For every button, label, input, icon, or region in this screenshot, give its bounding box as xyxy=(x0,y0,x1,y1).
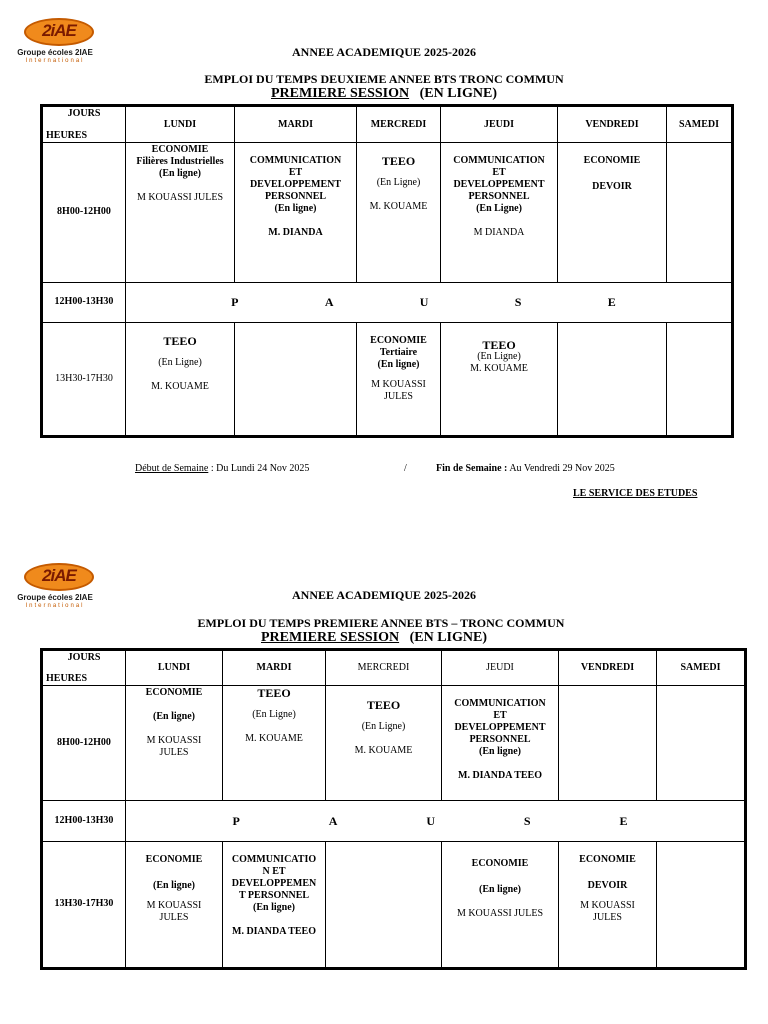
course-subject: DEVELOPPEMENT xyxy=(454,722,546,734)
morning-row xyxy=(42,686,746,801)
corner-cell xyxy=(42,106,126,143)
course-note: DEVOIR xyxy=(587,879,628,891)
empty-cell xyxy=(326,841,442,968)
pause-letter: S xyxy=(523,814,531,829)
course-subject: ECONOMIE xyxy=(145,687,203,699)
course-teacher: M. KOUAME xyxy=(245,733,303,745)
course-subject: ECONOMIE xyxy=(583,155,641,167)
slot-label: 13H30-17H30 xyxy=(42,322,126,436)
course-cell xyxy=(126,841,223,968)
lunch-row xyxy=(42,282,733,322)
empty-cell xyxy=(235,322,357,436)
course-cell xyxy=(441,143,558,282)
course-cell xyxy=(442,686,559,801)
course-mode: (En Ligne) xyxy=(476,203,522,215)
course-subject: ECONOMIE xyxy=(579,853,636,865)
afternoon-row xyxy=(42,322,733,436)
session-name: PREMIERE SESSION xyxy=(271,86,410,101)
empty-cell xyxy=(657,841,746,968)
pause-letter: S xyxy=(514,295,522,310)
course-mode: (En Ligne) xyxy=(252,709,296,721)
course-teacher: M. KOUAME xyxy=(470,362,528,374)
course-subject: COMMUNICATION xyxy=(454,698,546,710)
course-mode: (En Ligne) xyxy=(361,721,406,733)
course-subject: COMMUNICATION xyxy=(453,155,545,167)
course-subject: TEEO xyxy=(482,337,516,352)
service-signature: LE SERVICE DES ETUDES xyxy=(573,488,698,499)
course-subject: DEVELOPPEMENT xyxy=(249,179,342,191)
course-cell xyxy=(558,143,667,282)
empty-cell xyxy=(558,322,667,436)
course-teacher: M KOUASSI JULES xyxy=(136,192,224,204)
course-mode: (En ligne) xyxy=(377,358,420,370)
session-name: PREMIERE SESSION xyxy=(261,630,400,645)
course-subject: TEEO xyxy=(366,698,401,713)
course-branch: Tertiaire xyxy=(379,346,418,358)
day-header: SAMEDI xyxy=(667,106,733,143)
course-branch: Filières Industrielles xyxy=(136,156,224,168)
school-logo xyxy=(10,563,100,611)
timetable-title: EMPLOI DU TEMPS PREMIERE ANNEE BTS – TRONC COMMUN xyxy=(197,616,565,630)
course-subject: ET xyxy=(492,167,506,179)
week-start-value: : Du Lundi 24 Nov 2025 xyxy=(208,463,310,474)
course-subject: PERSONNEL xyxy=(469,734,531,746)
course-teacher: JULES xyxy=(593,911,622,923)
slot-label: 12H00-13H30 xyxy=(42,282,126,322)
empty-cell xyxy=(559,686,657,801)
course-subject: DEVELOPPEMEN xyxy=(231,877,317,889)
course-subject: ECONOMIE xyxy=(471,857,529,869)
course-teacher: M KOUASSI xyxy=(146,899,202,911)
academic-year: ANNEE ACADEMIQUE 2025-2026 xyxy=(291,588,476,602)
week-start xyxy=(135,463,309,474)
course-cell xyxy=(357,143,441,282)
course-teacher: M KOUASSI xyxy=(580,899,635,911)
course-teacher: M. KOUAME xyxy=(369,201,428,213)
course-cell xyxy=(442,841,559,968)
day-header: MARDI xyxy=(235,106,357,143)
course-subject: ET xyxy=(288,167,303,179)
empty-cell xyxy=(667,143,733,282)
course-cell xyxy=(223,686,326,801)
day-header: LUNDI xyxy=(126,106,235,143)
logo-sub: International xyxy=(25,603,85,609)
corner-cell xyxy=(42,650,126,686)
week-separator: / xyxy=(404,463,407,474)
corner-jours: JOURS xyxy=(67,652,101,663)
day-header: MERCREDI xyxy=(326,650,442,686)
course-subject: T PERSONNEL xyxy=(238,889,310,901)
corner-heures: HEURES xyxy=(46,130,88,142)
day-header: JEUDI xyxy=(442,650,559,686)
day-header: MERCREDI xyxy=(357,106,441,143)
course-subject: COMMUNICATIO xyxy=(231,853,317,865)
day-header: VENDREDI xyxy=(558,106,667,143)
pause-cell xyxy=(126,282,733,322)
pause-letter: P xyxy=(232,814,240,829)
session-mode: (EN LIGNE) xyxy=(419,86,497,101)
day-header: JEUDI xyxy=(441,106,558,143)
morning-row xyxy=(42,143,733,282)
course-teacher: M. DIANDA TEEO xyxy=(232,925,316,937)
course-subject: ECONOMIE xyxy=(370,334,427,346)
course-subject: COMMUNICATION xyxy=(249,155,342,167)
course-mode: (En ligne) xyxy=(153,879,195,891)
course-note: DEVOIR xyxy=(592,181,632,193)
session-mode: (EN LIGNE) xyxy=(409,630,487,645)
day-header: MARDI xyxy=(223,650,326,686)
logo-mark: 2iAE xyxy=(42,21,76,40)
header-row xyxy=(42,650,746,686)
course-teacher: JULES xyxy=(384,390,413,402)
week-end-label: Fin de Semaine : xyxy=(436,463,508,474)
course-cell xyxy=(126,322,235,436)
course-teacher: M KOUASSI xyxy=(371,378,426,390)
pause-letter: P xyxy=(231,295,239,310)
logo-sub: International xyxy=(25,58,85,64)
logo-mark: 2iAE xyxy=(42,566,76,585)
course-mode: (En ligne) xyxy=(159,168,201,180)
course-mode: (En Ligne) xyxy=(158,356,202,368)
week-end-value: Au Vendredi 29 Nov 2025 xyxy=(507,463,615,474)
lunch-row xyxy=(42,801,746,841)
course-subject: N ET xyxy=(262,865,286,877)
corner-heures: HEURES xyxy=(46,673,88,685)
course-subject: ECONOMIE xyxy=(145,853,203,865)
pause-letters xyxy=(128,296,729,308)
course-teacher: JULES xyxy=(159,747,189,759)
course-mode: (En ligne) xyxy=(479,883,521,895)
logo-name: Groupe écoles 2IAE xyxy=(17,48,93,57)
week-end xyxy=(436,463,615,474)
empty-cell xyxy=(667,322,733,436)
slot-label: 12H00-13H30 xyxy=(42,801,126,841)
empty-cell xyxy=(657,686,746,801)
academic-year: ANNEE ACADEMIQUE 2025-2026 xyxy=(291,45,476,59)
header-row xyxy=(42,106,733,143)
session-title xyxy=(0,86,768,102)
course-teacher: M. DIANDA TEEO xyxy=(458,770,542,782)
course-teacher: M. DIANDA xyxy=(268,227,323,239)
course-cell xyxy=(441,322,558,436)
course-teacher: JULES xyxy=(159,911,189,923)
pause-letter: A xyxy=(324,295,334,310)
pause-cell xyxy=(126,801,746,841)
timetable-2nd-year xyxy=(40,104,734,438)
course-mode: (En Ligne) xyxy=(376,177,421,189)
afternoon-row xyxy=(42,841,746,968)
corner-jours: JOURS xyxy=(67,108,101,119)
session-title xyxy=(0,630,758,646)
course-mode: (En ligne) xyxy=(253,901,295,913)
pause-letter: E xyxy=(619,814,628,829)
course-teacher: M KOUASSI JULES xyxy=(456,907,544,919)
slot-label: 8H00-12H00 xyxy=(42,143,126,282)
pause-letter: A xyxy=(328,814,338,829)
course-subject: ET xyxy=(493,710,507,722)
course-mode: (En ligne) xyxy=(274,203,317,215)
course-subject: TEEO xyxy=(257,686,291,701)
pause-letters xyxy=(128,815,742,827)
day-header: SAMEDI xyxy=(657,650,746,686)
course-teacher: M KOUASSI xyxy=(146,735,202,747)
course-cell xyxy=(357,322,441,436)
course-teacher: M DIANDA xyxy=(473,227,525,239)
course-cell xyxy=(126,143,235,282)
course-mode: (En Ligne) xyxy=(477,350,521,362)
course-subject: TEEO xyxy=(163,333,197,348)
course-subject: PERSONNEL xyxy=(264,191,327,203)
course-teacher: M. KOUAME xyxy=(354,745,413,757)
course-subject: DEVELOPPEMENT xyxy=(453,179,545,191)
pause-letter: U xyxy=(426,814,435,829)
pause-letter: U xyxy=(419,295,429,310)
course-subject: PERSONNEL xyxy=(468,191,530,203)
course-subject: ECONOMIE xyxy=(151,144,209,156)
pause-letter: E xyxy=(607,295,616,310)
course-subject: TEEO xyxy=(381,154,416,169)
day-header: VENDREDI xyxy=(559,650,657,686)
course-teacher: M. KOUAME xyxy=(151,380,209,392)
timetable-title: EMPLOI DU TEMPS DEUXIEME ANNEE BTS TRONC COMMUN xyxy=(204,72,564,86)
course-cell xyxy=(223,841,326,968)
course-cell xyxy=(235,143,357,282)
course-cell xyxy=(326,686,442,801)
course-mode: (En ligne) xyxy=(153,711,195,723)
course-mode: (En ligne) xyxy=(479,746,521,758)
course-cell xyxy=(126,686,223,801)
slot-label: 13H30-17H30 xyxy=(42,841,126,968)
course-cell xyxy=(559,841,657,968)
day-header: LUNDI xyxy=(126,650,223,686)
timetable-1st-year xyxy=(40,648,747,970)
logo-name: Groupe écoles 2IAE xyxy=(17,593,93,602)
week-start-label: Début de Semaine xyxy=(135,463,209,474)
slot-label: 8H00-12H00 xyxy=(42,686,126,801)
